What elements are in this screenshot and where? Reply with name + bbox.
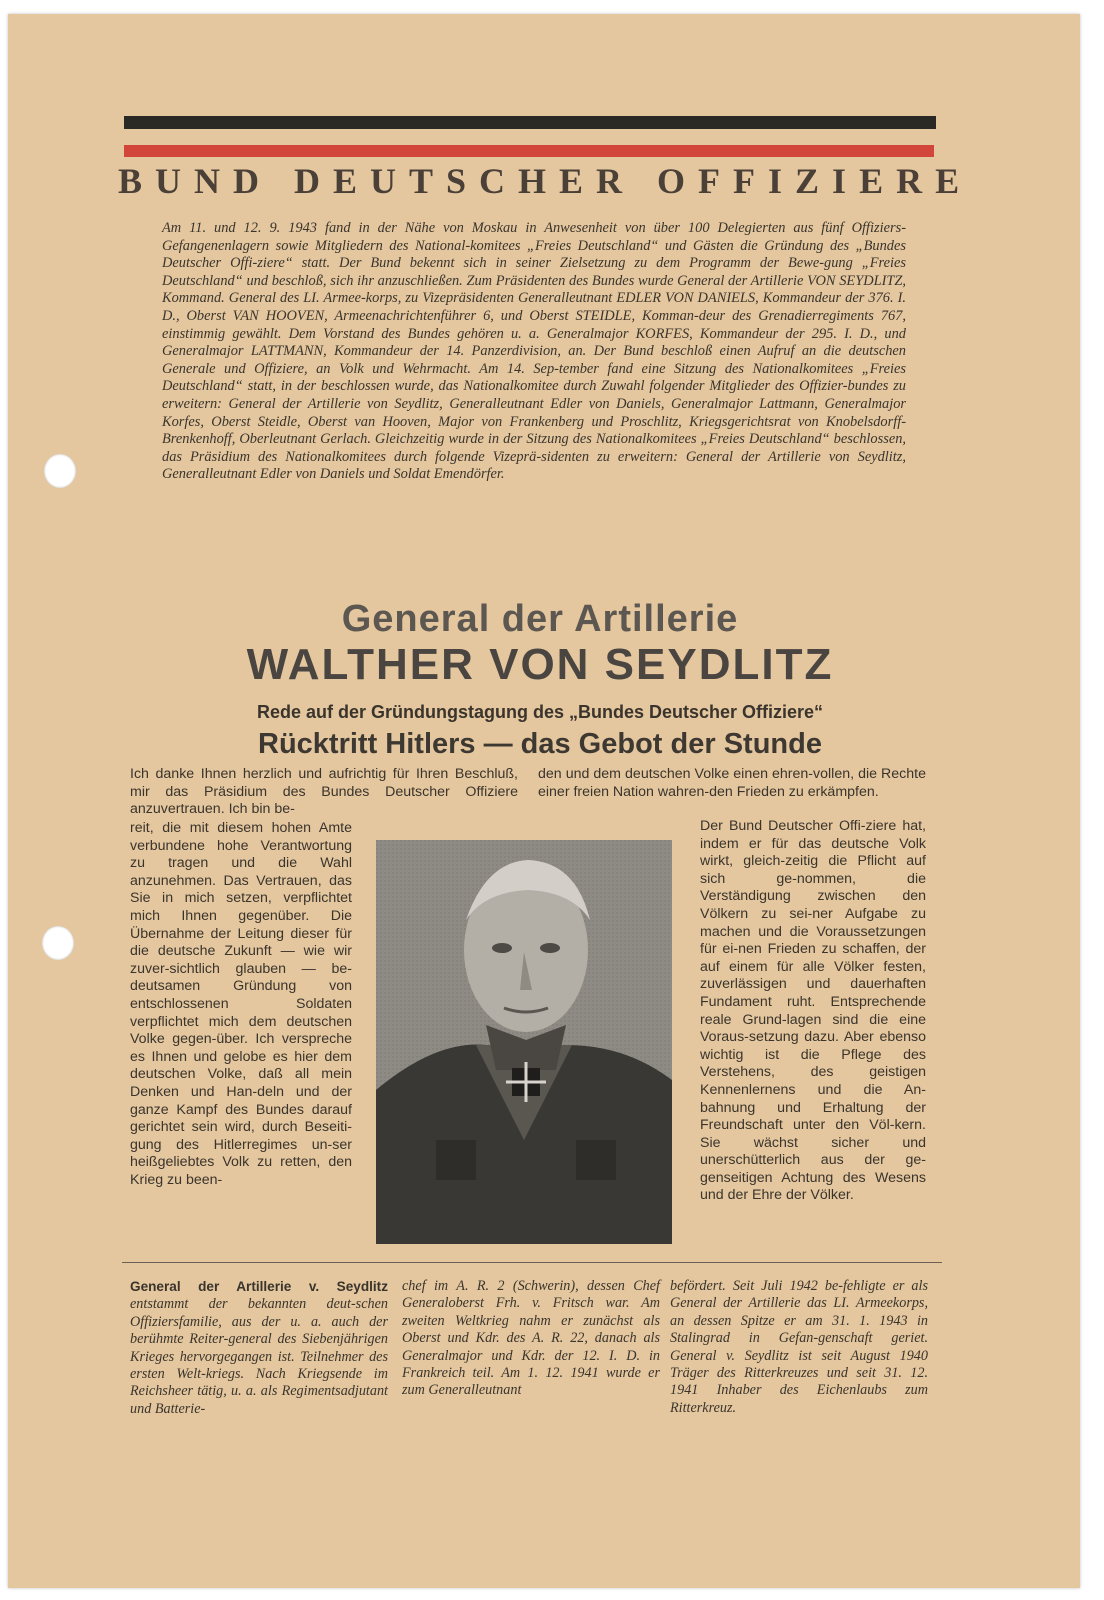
portrait-photo <box>376 840 672 1244</box>
punch-hole <box>42 926 74 960</box>
portrait-image <box>376 840 672 1244</box>
headline-rank: General der Artillerie <box>341 598 739 640</box>
flag-stripe-red <box>124 145 934 157</box>
speech-right-column: Der Bund Deutscher Offi-ziere hat, indem er für das deutsche Volk wirkt, gleich-zeitig die Pflicht auf sich ge-nommen, die Verständigung zwischen den Völkern zu sei-ner Aufgabe zu machen und die Voraussetzungen für ei-nen Frieden zu schaffen, der auf einem für alle Völker festen, zuverlässigen und dauerhaften Fundament ruht. Entsprechende reale Grund-lagen sind die eine Voraus-setzung dazu. Aber ebenso wichtig ist die Pflege des Verstehens, des geistigen Kennenlernens und die An-bahnung und Erhaltung der Freundschaft unter den Völ-kern. Sie wächst sicher und unerschütterlich aus der ge-genseitigen Achtung des Wesens und der Ehre der Völker. <box>700 818 926 1204</box>
bio-column-1 <box>130 1278 388 1468</box>
flag-stripe-black <box>124 116 936 129</box>
masthead-title: BUND DEUTSCHER OFFIZIERE <box>118 161 973 201</box>
speech-left-column: reit, die mit diesem hohen Amte verbundene hohe Verantwortung zu tragen und die Wahl anzunehmen. Das Vertrauen, das Sie in mich setzen, verpflichtet mich Ihnen gegenüber. Die Übernahme der Leitung dieser für die deutsche Zukunft — wie wir zuver-sichtlich glauben — be-deutsamen Gründung von entschlossenen Soldaten verpflichtet mich dem deutschen Volke gegen-über. Ich verspreche es Ihnen und gelobe es hier dem deutschen Volke, daß all mein Denken und Han-deln und der ganze Kampf des Bundes darauf gerichtet sein wird, durch Beseiti-gung des Hitlerregimes un-ser heißgeliebtes Volk zu retten, den Krieg zu been- <box>130 820 352 1188</box>
speech-opening-continued: den und dem deutschen Volke einen ehren-vollen, die Rechte einer freien Nation wahren-den Frieden zu erkämpfen. <box>538 766 926 800</box>
punch-hole <box>44 454 76 488</box>
intro-paragraph: Am 11. und 12. 9. 1943 fand in der Nähe von Moskau in Anwesenheit von über 100 Delegierten aus fünf Offiziers-Gefangenenlagern sowie Mitgliedern des National-komitees „Freies Deutschland“ und Gästen die Gründung des „Bundes Deutscher Offi-ziere“ statt. Der Bund bekennt sich in seiner Zielsetzung zu dem Programm der Bewe-gung „Freies Deutschland“ und beschloß, sich ihr anzuschließen. Zum Präsidenten des Bundes wurde General der Artillerie VON SEYDLITZ, Kommand. General des LI. Armee-korps, zu Vizepräsidenten Generalleutnant EDLER VON DANIELS, Kommandeur der 376. I. D., Oberst VAN HOOVEN, Armeenachrichtenführer 6, und Oberst STEIDLE, Komman-deur des Grenadierregiments 767, einstimmig gewählt. Dem Vorstand des Bundes gehören u. a. Generalmajor KORFES, Kommandeur der 295. I. D., und Generalmajor LATTMANN, Kommandeur der 14. Panzerdivision, an. Der Bund beschloß einen Aufruf an die deutschen Generale und Offiziere, an Volk und Wehrmacht. Am 14. Sep-tember fand eine Sitzung des Nationalkomitees „Freies Deutschland“ statt, in der beschlossen wurde, das Nationalkomitee durch Zuwahl folgender Mitglieder des Offizier-bundes zu erweitern: General der Artillerie von Seydlitz, Generalleutnant Edler von Daniels, Generalmajor Lattmann, Generalmajor Korfes, Oberst Steidle, Oberst van Hooven, Major von Frankenberg und Proschlitz, Kriegsgerichtsrat von Knobelsdorff-Brenkenhoff, Oberleutnant Gerlach. Gleichzeitig wurde in der Sitzung des Nationalkomitees „Freies Deutschland“ beschlossen, das Präsidium des Nationalkomitees durch folgende Vizeprä-sidenten zu erweitern: General der Artillerie von Seydlitz, Generalleutnant Edler von Daniels und Soldat Emendörfer. <box>162 220 906 483</box>
section-divider <box>122 1262 942 1263</box>
headline-name: WALTHER VON SEYDLITZ <box>246 640 834 689</box>
speech-title: Rücktritt Hitlers — das Gebot der Stunde <box>258 728 822 760</box>
bio-column-2: chef im A. R. 2 (Schwerin), dessen Chef Generaloberst Frh. v. Fritsch war. Am zweiten Weltkrieg nahm er zunächst als Oberst und Kdr. des A. R. 22, danach als Generalmajor und Kdr. der 12. I. D. in Frankreich teil. Am 1. 12. 1941 wurde er zum Generalleutnant <box>402 1278 660 1399</box>
speech-subtitle: Rede auf der Gründungstagung des „Bundes Deutscher Offiziere“ <box>256 702 824 722</box>
bio-lead: General der Artillerie v. Seydlitz <box>130 1279 388 1294</box>
speech-opening: Ich danke Ihnen herzlich und aufrichtig für Ihren Beschluß, mir das Präsidium des Bundes Deutscher Offiziere anzuvertrauen. Ich bin be- <box>130 766 518 818</box>
bio-text-1: entstammt der bekannten deut-schen Offiziersfamilie, aus der u. a. auch der berühmte Reiter-general des Siebenjährigen Krieges hervorgegangen ist. Teilnehmer des ersten Welt-kriegs. Nach Kriegsende im Reichsheer tätig, u. a. als Regimentsadjutant und Batterie- <box>130 1296 388 1417</box>
bio-column-3: befördert. Seit Juli 1942 be-fehligte er als General der Artillerie das LI. Armeekorps, an dessen Spitze er am 31. 1. 1943 in Stalingrad in Gefan-genschaft geriet. General v. Seydlitz ist seit August 1940 Träger des Ritterkreuzes und seit 31. 12. 1941 Inhaber des Eichenlaubs zum Ritterkreuz. <box>670 1278 928 1416</box>
